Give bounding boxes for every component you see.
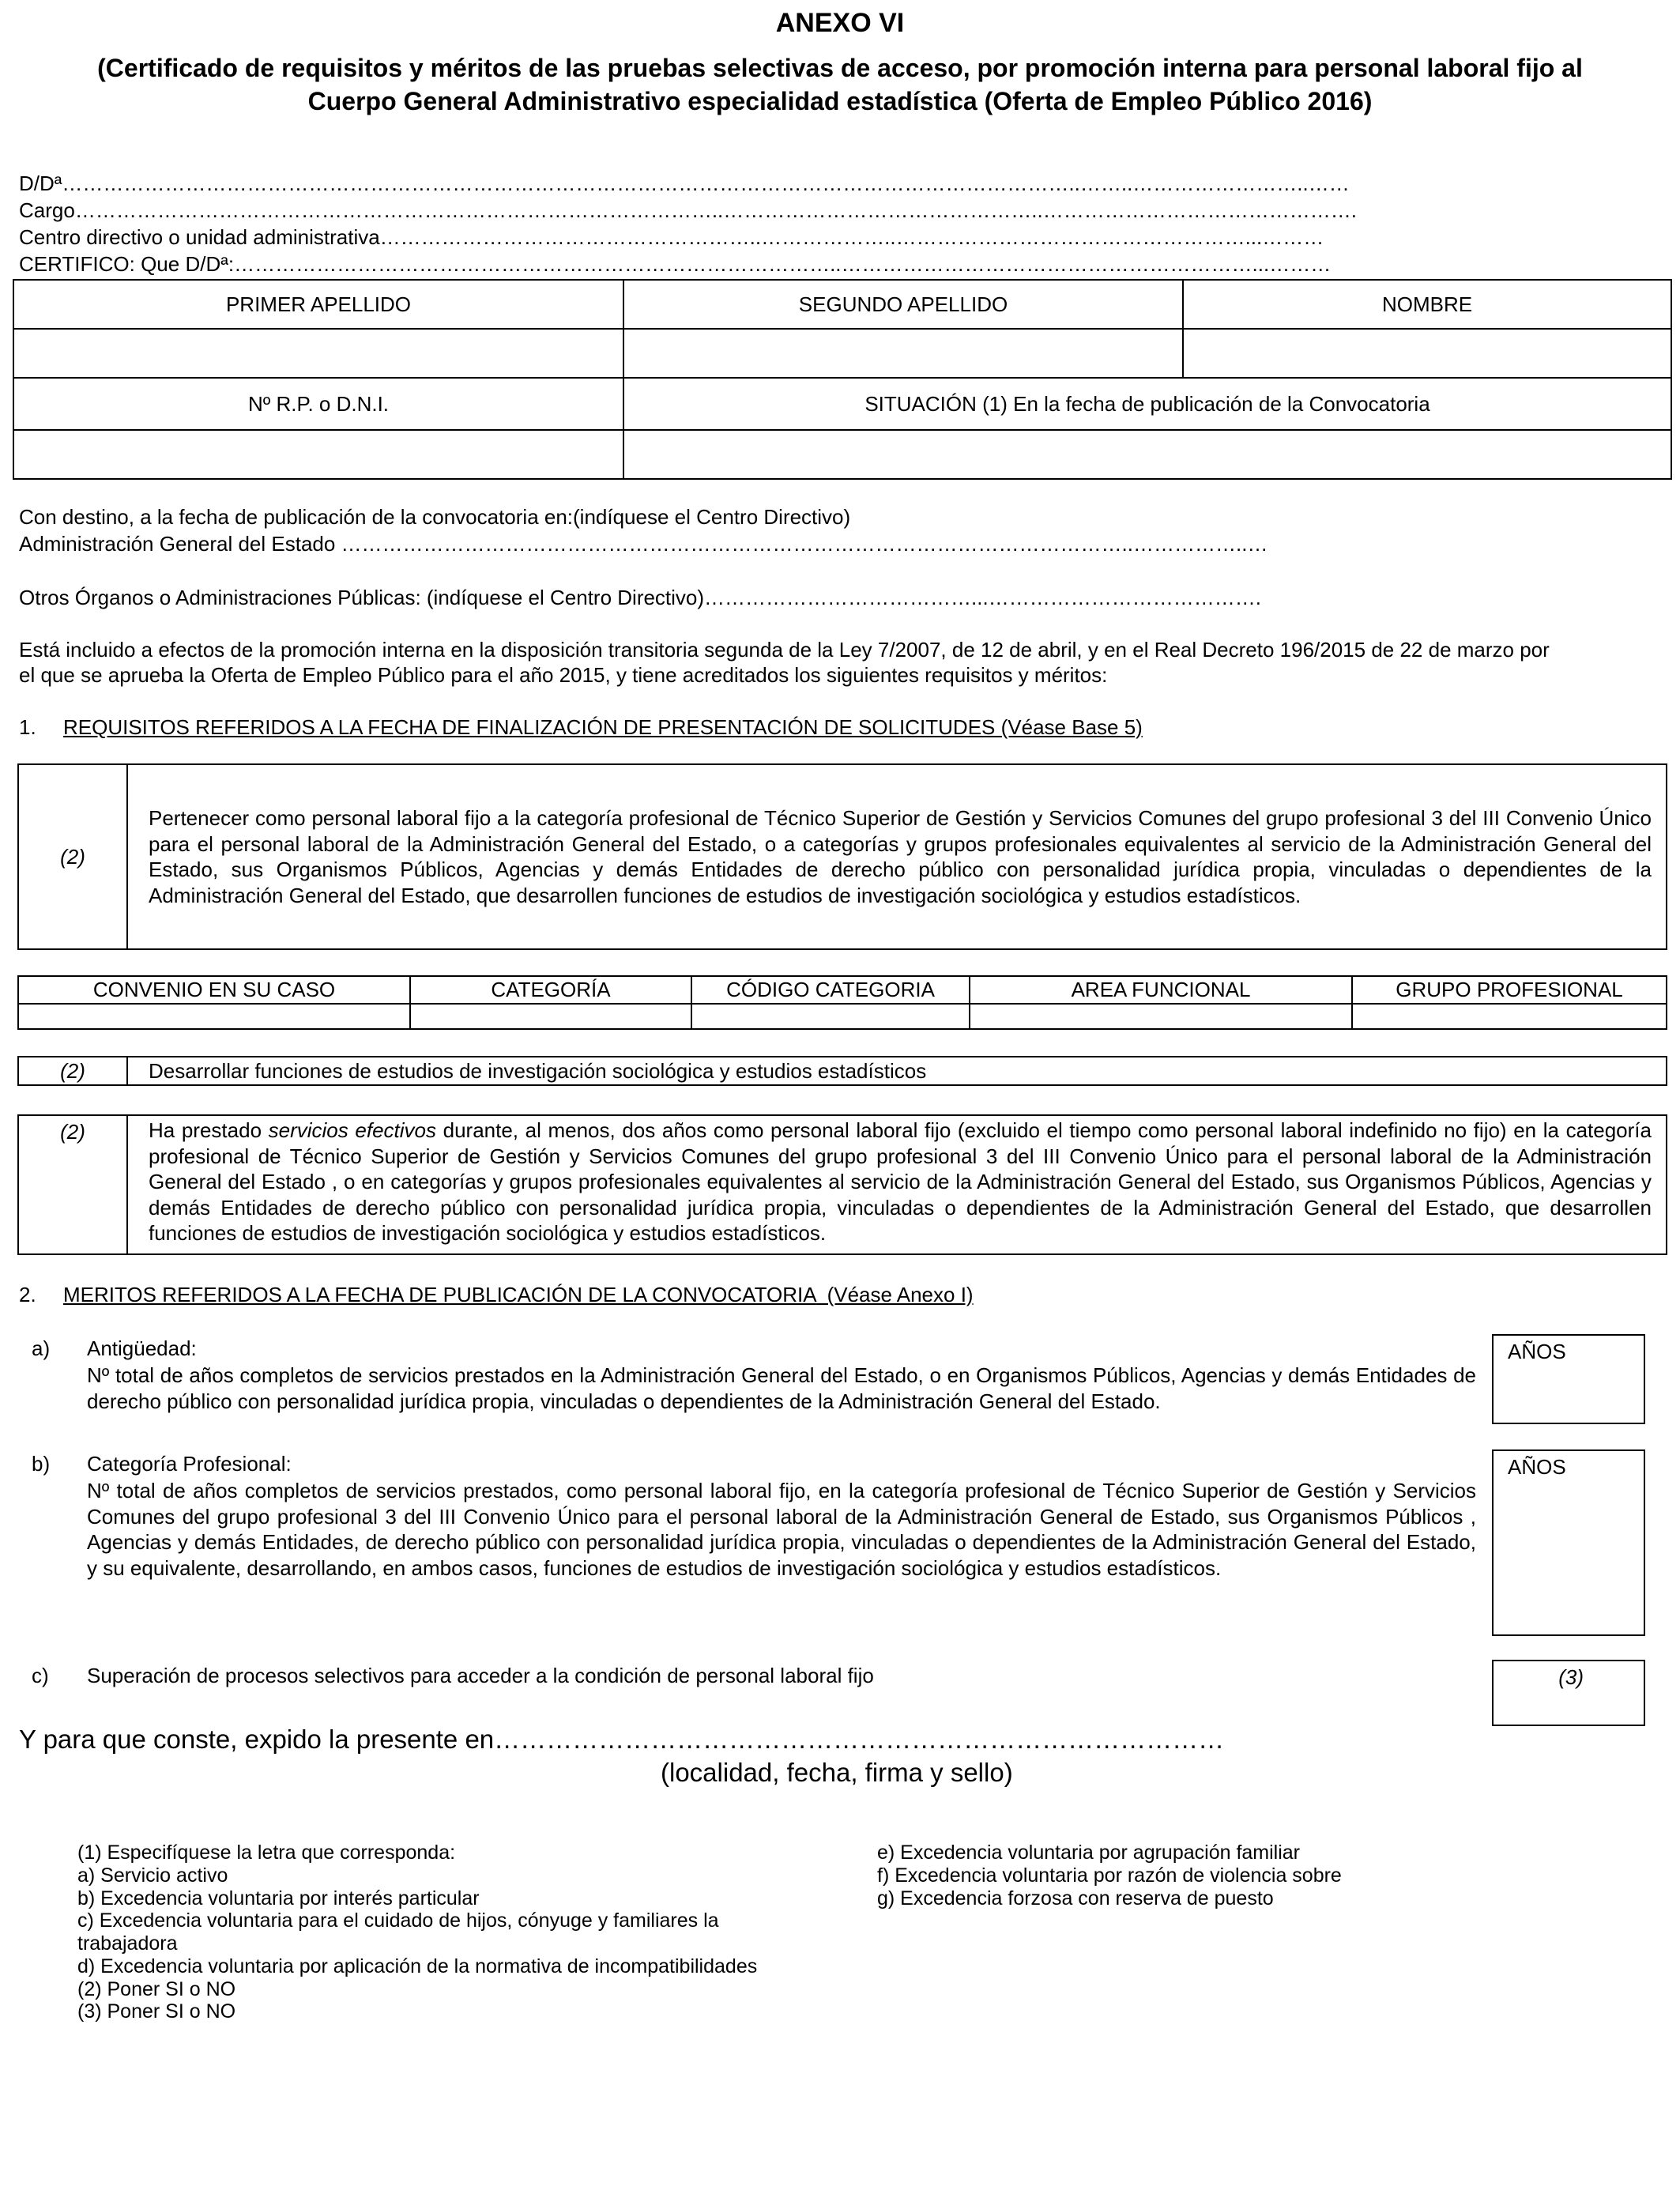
footnote-c: c) Excedencia voluntaria para el cuidado de hijos, cónyuge y familiares la [77,1909,719,1932]
convenio-table [17,975,1667,1030]
field-certifico: CERTIFICO: Que D/Dª:……………………………………………………………………………..……………………………………………………...……… [19,252,1332,276]
footnotes-right [877,1842,1588,1909]
header-nombre: NOMBRE [1183,280,1671,329]
merit-a-title: Antigüedad: [87,1336,197,1360]
merit-a-years-box[interactable] [1492,1334,1645,1424]
footnote-f: f) Excedencia voluntaria por razón de violencia sobre [877,1864,1342,1887]
footnote-g: g) Excedencia forzosa con reserva de puesto [877,1887,1274,1909]
field-dd: D/Dª…………………………………………………………………………………………………………………………………..……..……………………..…… [19,172,1350,195]
footnote-b: b) Excedencia voluntaria por interés particular [77,1887,480,1909]
identification-table [13,279,1672,480]
merit-a-text: Nº total de años completos de servicios prestados en la Administración General del Estado, o en Organismos Públicos, Agencias y demás Entidades de derecho público con personalidad jurídica propia, vinculadas o dependientes de la Administración General del Estado. [87,1363,1476,1413]
input-rp-dni[interactable] [13,430,623,479]
header-rp-dni: Nº R.P. o D.N.I. [13,378,623,430]
merit-b-letter: b) [32,1452,51,1476]
header-codigo-categoria: CÓDIGO CATEGORIA [691,976,970,1004]
destino-otros-line: Otros Órganos o Administraciones Públicas: (indíquese el Centro Directivo)…………………………………...…………………………………. [19,586,1261,609]
footnote-1: (1) Especifíquese la letra que corresponda: [77,1842,456,1864]
merit-c-mark: (3) [1558,1665,1584,1689]
servicios-text [127,1115,1667,1254]
section-2-heading [63,1282,974,1308]
closing-line: Y para que conste, expido la presente en………………………………………………………………………… [19,1725,1225,1754]
merit-c-letter: c) [32,1664,49,1687]
input-nombre[interactable] [1183,329,1671,378]
merit-b-years-label: AÑOS [1508,1455,1566,1479]
section-1-number: 1. [19,715,36,739]
input-segundo-apellido[interactable] [623,329,1183,378]
section-2-title: MERITOS REFERIDOS A LA FECHA DE PUBLICACIÓN DE LA CONVOCATORIA [63,1283,816,1306]
servicios-text-post: durante, al menos, dos años como personal laboral fijo (excluido el tiempo como personal laboral indefinido no fijo) en la categoría profesional de Técnico Superior de Gestión y Servicios Comunes del grupo profesional 3 del III Convenio Único para el personal laboral de la Administración General del Estado , o en categorías y grupos profesionales equivalentes al servicio de la Administración General del Estado, sus Organismos Públicos, Agencias y demás Entidades de derecho público con personalidad jurídica propia, vinculadas o dependientes de la Administración General del Estado, que desarrollen funciones de estudios de investigación sociológica y estudios estadísticos. [149,1118,1652,1245]
merit-b-text: Nº total de años completos de servicios prestados, como personal laboral fijo, en la categoría profesional de Técnico Superior de Gestión y Servicios Comunes del grupo profesional 3 del III Convenio Único para el personal laboral de la Administración General de Estado, sus Organismos Públicos , Agencias y demás Entidades, de derecho público con personalidad jurídica propia, vinculadas o dependientes de la Administración General del Estado, y su equivalente, desarrollando, en ambos casos, funciones de estudios de investigación sociológica y estudios estadísticos. [87,1479,1476,1580]
footnote-3: (3) Poner SI o NO [77,2000,236,2023]
requisito-table [17,763,1667,950]
merit-b-years-box[interactable] [1492,1449,1645,1636]
section-1-title: REQUISITOS REFERIDOS A LA FECHA DE FINALIZACIÓN DE PRESENTACIÓN DE SOLICITUDES (Véase Base 5) [63,715,1143,739]
header-segundo-apellido: SEGUNDO APELLIDO [623,280,1183,329]
funciones-mark[interactable]: (2) [18,1057,127,1085]
header-categoria: CATEGORÍA [410,976,691,1004]
input-grupo-profesional[interactable] [1352,1004,1667,1029]
merit-c-box[interactable] [1492,1660,1645,1726]
destino-age-line: Administración General del Estado ……………………………………………………………………………………………………..……………..… [19,532,1268,556]
header-area-funcional: AREA FUNCIONAL [970,976,1352,1004]
input-primer-apellido[interactable] [13,329,623,378]
subtitle-line-1: (Certificado de requisitos y méritos de las pruebas selectivas de acceso, por promoción interna para personal laboral fijo al [97,54,1583,82]
footnote-c-cont: trabajadora [77,1932,178,1955]
requisito-mark[interactable]: (2) [18,764,127,949]
servicios-table [17,1114,1667,1255]
footnote-a: a) Servicio activo [77,1864,228,1887]
merit-c-text: Superación de procesos selectivos para acceder a la condición de personal laboral fijo [87,1664,874,1687]
input-categoria[interactable] [410,1004,691,1029]
section-2-title-suffix: (Véase Anexo I) [816,1283,974,1306]
field-cargo: Cargo…………………………………………………………………………………..………………………………………..………………………………………. [19,198,1357,222]
header-convenio: CONVENIO EN SU CASO [18,976,410,1004]
field-centro: Centro directivo o unidad administrativa………………………………………………..………………..……………………………………………...……… [19,225,1324,249]
footnote-d: d) Excedencia voluntaria por aplicación de la normativa de incompatibilidades [77,1955,758,1977]
footnote-e: e) Excedencia voluntaria por agrupación familiar [877,1842,1301,1864]
incluido-line-1: Está incluido a efectos de la promoción interna en la disposición transitoria segunda de la Ley 7/2007, de 12 de abril, y en el Real Decreto 196/2015 de 22 de marzo por [19,638,1550,662]
page-title: ANEXO VI [775,8,905,38]
funciones-text: Desarrollar funciones de estudios de investigación sociológica y estudios estadísticos [127,1057,1667,1085]
servicios-mark[interactable]: (2) [18,1115,127,1254]
input-situacion[interactable] [623,430,1671,479]
servicios-text-italic: servicios efectivos [268,1118,436,1142]
subtitle-line-2: Cuerpo General Administrativo especialidad estadística (Oferta de Empleo Público 2016) [307,87,1373,115]
footnotes-left [77,1842,836,2023]
merit-a-years-label: AÑOS [1508,1340,1566,1363]
merit-a-letter: a) [32,1336,51,1360]
funciones-table [17,1056,1667,1086]
section-2-number: 2. [19,1283,36,1306]
input-codigo-categoria[interactable] [691,1004,970,1029]
header-grupo-profesional: GRUPO PROFESIONAL [1352,976,1667,1004]
incluido-line-2: el que se aprueba la Oferta de Empleo Público para el año 2015, y tiene acreditados los siguientes requisitos y méritos: [19,663,1108,687]
input-convenio[interactable] [18,1004,410,1029]
header-situacion: SITUACIÓN (1) En la fecha de publicación de la Convocatoria [623,378,1671,430]
requisito-text: Pertenecer como personal laboral fijo a la categoría profesional de Técnico Superior de Gestión y Servicios Comunes del grupo profesional 3 del III Convenio Único para el personal laboral de la Administración General del Estado, o a categorías y grupos profesionales equivalentes al servicio de la Administración General del Estado, sus Organismos Públicos, Agencias y demás Entidades de derecho público con personalidad jurídica propia, vinculadas o dependientes de la Administración General del Estado, que desarrollen funciones de estudios de investigación sociológica y estudios estadísticos. [127,764,1667,949]
header-primer-apellido: PRIMER APELLIDO [13,280,623,329]
servicios-text-pre: Ha prestado [149,1118,269,1142]
closing-signature-label: (localidad, fecha, firma y sello) [661,1758,1013,1787]
input-area-funcional[interactable] [970,1004,1352,1029]
merit-b-title: Categoría Profesional: [87,1452,292,1476]
destino-line: Con destino, a la fecha de publicación de la convocatoria en:(indíquese el Centro Directivo) [19,505,851,529]
footnote-2: (2) Poner SI o NO [77,1977,236,2000]
